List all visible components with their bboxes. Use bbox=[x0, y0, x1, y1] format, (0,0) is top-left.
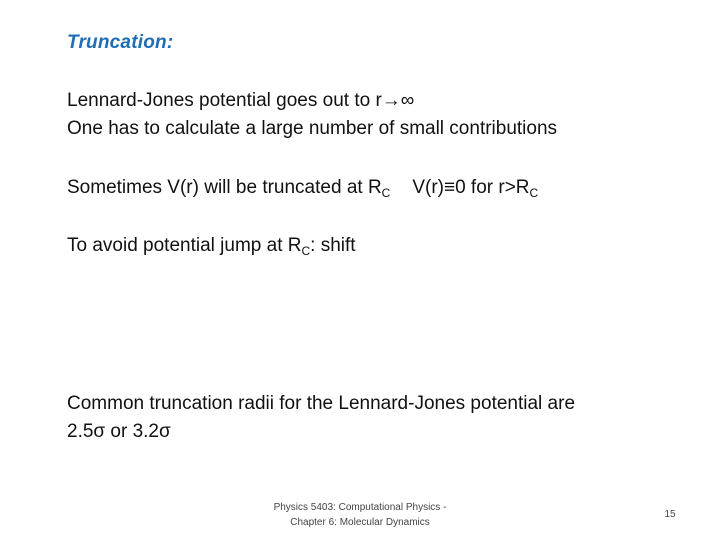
page-number: 15 bbox=[664, 509, 676, 520]
text-line-truncation bbox=[67, 176, 538, 201]
truncation-condition: V(r)≡0 for r>R bbox=[412, 177, 530, 198]
truncation-text: Sometimes V(r) will be truncated at R bbox=[67, 177, 382, 198]
truncation-condition-subscript: C bbox=[529, 186, 539, 200]
truncation-subscript: C bbox=[381, 186, 391, 200]
footer-course: Physics 5403: Computational Physics - bbox=[273, 502, 447, 513]
shift-text: To avoid potential jump at R bbox=[67, 235, 302, 256]
slide-footer bbox=[248, 500, 472, 530]
footer-chapter: Chapter 6: Molecular Dynamics bbox=[290, 517, 430, 528]
shift-text-end: : shift bbox=[310, 235, 356, 256]
text-line-contributions: One has to calculate a large number of small contributions bbox=[67, 118, 558, 139]
text-line-radii-values: 2.5σ or 3.2σ bbox=[67, 421, 171, 442]
shift-subscript: C bbox=[301, 244, 311, 258]
text-line-common-radii: Common truncation radii for the Lennard-Jones potential are bbox=[67, 393, 576, 414]
text-line-potential-range: Lennard-Jones potential goes out to r→∞ bbox=[67, 90, 415, 111]
slide-title: Truncation: bbox=[67, 32, 174, 53]
text-line-shift bbox=[67, 234, 356, 259]
